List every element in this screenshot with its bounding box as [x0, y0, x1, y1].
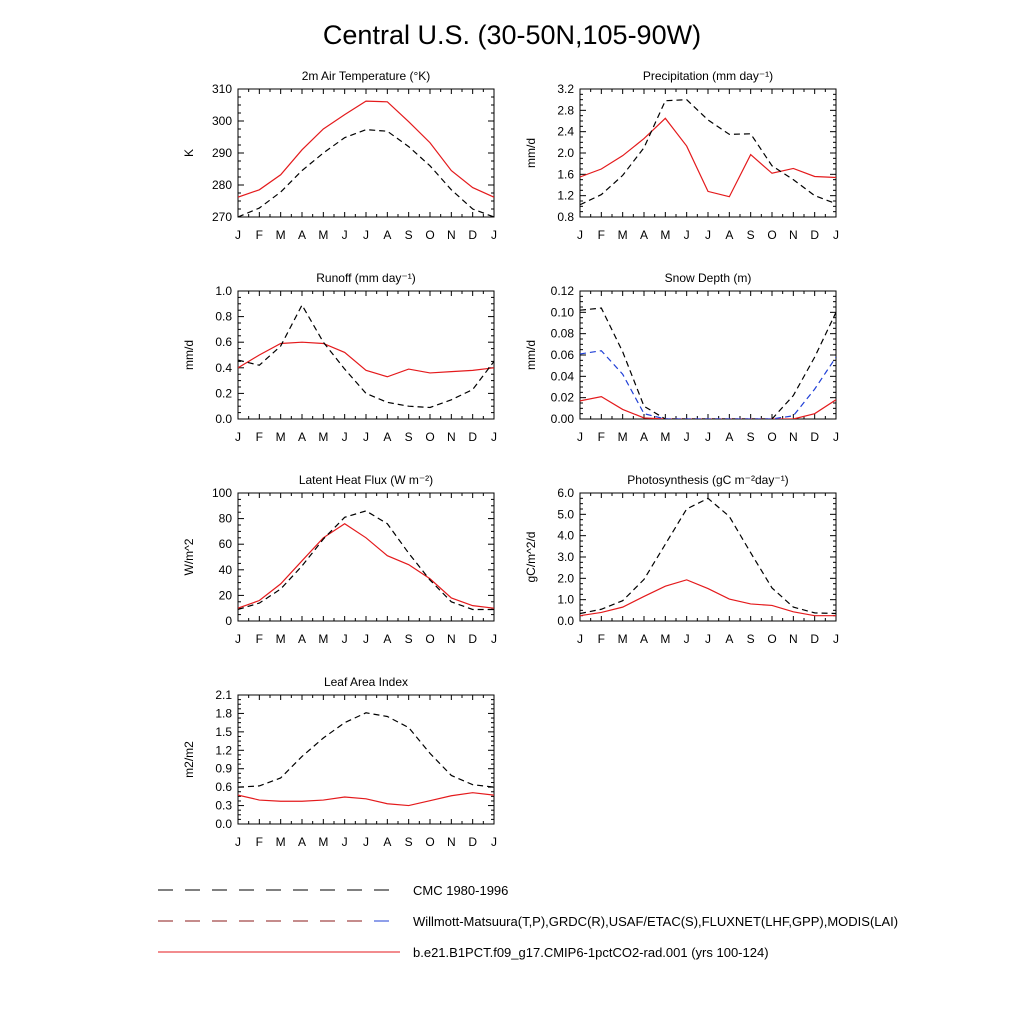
x-tick-label: J [491, 430, 497, 444]
y-tick-label: 290 [211, 146, 232, 160]
x-tick-label: M [275, 835, 286, 849]
x-tick-label: A [725, 430, 734, 444]
series-line-1 [238, 101, 494, 197]
x-tick-label: O [425, 835, 435, 849]
legend-label: Willmott-Matsuura(T,P),GRDC(R),USAF/ETAC(S),FLUXNET(LHF,GPP),MODIS(LAI) [413, 914, 899, 929]
y-tick-label: 0.6 [215, 780, 232, 795]
x-tick-label: D [468, 228, 478, 242]
x-tick-label: M [318, 632, 329, 646]
series-line-2 [580, 308, 836, 419]
plot-frame [238, 493, 494, 621]
y-tick-label: 3.2 [557, 82, 574, 96]
x-tick-label: D [468, 632, 478, 646]
y-tick-label: 1.2 [215, 743, 232, 758]
y-tick-label: 0.0 [215, 412, 232, 426]
y-tick-label: 0.00 [550, 412, 574, 426]
y-tick-label: 40 [218, 562, 232, 577]
x-tick-label: J [341, 430, 348, 444]
x-tick-label: J [491, 632, 497, 646]
x-tick-label: O [425, 430, 435, 444]
y-axis-label: m2/m2 [182, 741, 196, 778]
series-line-1 [580, 118, 836, 196]
y-tick-label: 1.8 [215, 706, 232, 721]
x-tick-label: O [425, 228, 435, 242]
x-tick-label: D [810, 430, 820, 444]
panel-title: Runoff (mm day⁻¹) [316, 271, 416, 285]
legend-entry-3 [158, 945, 769, 960]
x-tick-label: D [810, 632, 820, 646]
x-tick-label: M [318, 228, 329, 242]
x-tick-label: A [297, 430, 307, 444]
x-tick-label: J [833, 430, 839, 444]
series-line-1 [580, 580, 836, 616]
x-tick-label: D [468, 430, 478, 444]
x-tick-label: J [341, 632, 348, 646]
x-tick-label: J [341, 835, 348, 849]
series-line-2 [238, 305, 494, 407]
x-tick-label: J [705, 430, 711, 444]
x-tick-label: A [725, 228, 734, 242]
x-tick-label: J [341, 228, 348, 242]
panel-1 [182, 69, 497, 242]
y-tick-label: 2.4 [557, 124, 574, 139]
legend-label: CMC 1980-1996 [413, 883, 509, 898]
x-tick-label: J [363, 632, 369, 646]
x-tick-label: J [683, 228, 690, 242]
x-tick-label: M [617, 228, 628, 242]
x-tick-label: A [639, 228, 649, 242]
x-tick-label: F [597, 632, 606, 646]
y-tick-label: 1.6 [557, 167, 574, 182]
x-tick-label: F [255, 228, 264, 242]
y-tick-label: 0.3 [215, 798, 232, 813]
series-line-1 [238, 524, 494, 608]
panel-3 [182, 271, 497, 444]
x-tick-label: S [404, 430, 413, 444]
series-line-1 [238, 793, 494, 806]
plot-frame [238, 695, 494, 824]
x-tick-label: J [833, 632, 839, 646]
x-tick-label: A [725, 632, 734, 646]
panel-title: Precipitation (mm day⁻¹) [642, 69, 774, 83]
x-tick-label: M [275, 632, 286, 646]
y-tick-label: 100 [211, 486, 232, 500]
x-tick-label: J [705, 632, 711, 646]
x-tick-label: S [404, 835, 413, 849]
y-tick-label: 2.8 [557, 103, 574, 118]
y-tick-label: 310 [211, 82, 232, 96]
x-tick-label: J [705, 228, 711, 242]
legend-entry-2 [158, 914, 898, 929]
y-tick-label: 1.0 [557, 592, 574, 607]
plot-frame [238, 89, 494, 217]
y-tick-label: 60 [218, 537, 232, 552]
x-tick-label: M [318, 430, 329, 444]
x-tick-label: F [597, 228, 606, 242]
x-tick-label: F [255, 835, 264, 849]
x-tick-label: A [297, 835, 307, 849]
y-tick-label: 20 [218, 588, 232, 603]
y-tick-label: 0.08 [550, 326, 574, 341]
y-tick-label: 0 [225, 614, 232, 628]
x-tick-label: A [297, 632, 307, 646]
x-tick-label: A [639, 632, 649, 646]
x-tick-label: D [468, 835, 478, 849]
y-tick-label: 0.6 [215, 335, 232, 350]
y-tick-label: 80 [218, 511, 232, 526]
y-axis-label: mm/d [524, 340, 538, 370]
x-tick-label: O [767, 228, 777, 242]
panels-group [182, 69, 839, 849]
y-axis-label: W/m^2 [182, 538, 196, 576]
x-tick-label: J [235, 632, 241, 646]
y-axis-label: mm/d [524, 138, 538, 168]
y-tick-label: 1.2 [557, 188, 574, 203]
panel-4 [524, 271, 839, 444]
y-tick-label: 0.02 [550, 390, 574, 405]
y-tick-label: 0.8 [557, 210, 574, 224]
panel-2 [524, 69, 839, 242]
y-tick-label: 1.0 [215, 284, 232, 298]
figure-title: Central U.S. (30-50N,105-90W) [322, 20, 702, 50]
y-tick-label: 280 [211, 178, 232, 192]
x-tick-label: S [404, 228, 413, 242]
x-tick-label: N [788, 228, 798, 242]
x-tick-label: J [235, 835, 241, 849]
series-line-1 [238, 342, 494, 377]
x-tick-label: J [363, 228, 369, 242]
x-tick-label: A [383, 430, 392, 444]
x-tick-label: N [446, 430, 456, 444]
x-tick-label: M [275, 430, 286, 444]
x-tick-label: N [788, 632, 798, 646]
x-tick-label: J [577, 430, 583, 444]
x-tick-label: N [788, 430, 798, 444]
y-tick-label: 0.0 [215, 817, 232, 831]
x-tick-label: A [383, 228, 392, 242]
y-tick-label: 0.06 [550, 348, 574, 362]
x-tick-label: J [577, 228, 583, 242]
x-tick-label: M [617, 632, 628, 646]
y-tick-label: 2.1 [215, 688, 232, 702]
y-axis-label: mm/d [182, 340, 196, 370]
x-tick-label: J [683, 632, 690, 646]
y-tick-label: 0.8 [215, 309, 232, 324]
y-tick-label: 3.0 [557, 550, 574, 564]
y-tick-label: 1.5 [215, 724, 232, 739]
y-tick-label: 0.2 [215, 386, 232, 401]
x-tick-label: F [597, 430, 606, 444]
y-tick-label: 2.0 [557, 146, 574, 160]
y-tick-label: 6.0 [557, 486, 574, 500]
plot-frame [238, 291, 494, 419]
x-tick-label: F [255, 632, 264, 646]
panel-title: 2m Air Temperature (°K) [301, 69, 431, 83]
panel-title: Leaf Area Index [323, 675, 409, 689]
x-tick-label: J [363, 835, 369, 849]
x-tick-label: N [446, 835, 456, 849]
x-tick-label: D [810, 228, 820, 242]
panel-5 [182, 473, 497, 646]
x-tick-label: S [404, 632, 413, 646]
x-tick-label: O [767, 632, 777, 646]
x-tick-label: M [318, 835, 329, 849]
x-tick-label: N [446, 632, 456, 646]
y-axis-label: K [182, 148, 196, 158]
y-tick-label: 0.12 [550, 284, 574, 298]
x-tick-label: M [617, 430, 628, 444]
x-tick-label: A [383, 632, 392, 646]
series-line-2 [580, 498, 836, 613]
panel-title: Photosynthesis (gC m⁻²day⁻¹) [627, 473, 789, 487]
plot-frame [580, 291, 836, 419]
x-tick-label: J [363, 430, 369, 444]
x-tick-label: F [255, 430, 264, 444]
x-tick-label: J [235, 228, 241, 242]
x-tick-label: J [577, 632, 583, 646]
x-tick-label: S [746, 430, 755, 444]
panel-title: Snow Depth (m) [664, 271, 752, 285]
x-tick-label: M [660, 632, 671, 646]
series-line-2 [238, 511, 494, 610]
panel-title: Latent Heat Flux (W m⁻²) [298, 473, 434, 487]
panel-6 [524, 473, 839, 646]
y-tick-label: 2.0 [557, 571, 574, 586]
x-tick-label: M [275, 228, 286, 242]
x-tick-label: M [660, 228, 671, 242]
series-line-3 [580, 351, 836, 419]
x-tick-label: A [297, 228, 307, 242]
x-tick-label: N [446, 228, 456, 242]
x-tick-label: J [491, 228, 497, 242]
legend-label: b.e21.B1PCT.f09_g17.CMIP6-1pctCO2-rad.001 (yrs 100-124) [413, 945, 769, 960]
y-tick-label: 5.0 [557, 507, 574, 522]
x-tick-label: J [833, 228, 839, 242]
y-tick-label: 0.0 [557, 614, 574, 628]
x-tick-label: M [660, 430, 671, 444]
y-tick-label: 0.10 [550, 305, 574, 320]
legend-entry-1 [158, 883, 508, 898]
x-tick-label: S [746, 228, 755, 242]
x-tick-label: A [383, 835, 392, 849]
x-tick-label: J [683, 430, 690, 444]
y-tick-label: 270 [211, 210, 232, 224]
legend [158, 883, 898, 960]
x-tick-label: A [639, 430, 649, 444]
x-tick-label: O [767, 430, 777, 444]
x-tick-label: S [746, 632, 755, 646]
x-tick-label: J [491, 835, 497, 849]
series-line-2 [238, 713, 494, 787]
y-tick-label: 0.4 [215, 360, 232, 375]
x-tick-label: O [425, 632, 435, 646]
y-tick-label: 4.0 [557, 528, 574, 543]
x-tick-label: J [235, 430, 241, 444]
y-tick-label: 0.04 [550, 369, 574, 384]
panel-7 [182, 675, 497, 849]
series-line-2 [580, 100, 836, 205]
y-tick-label: 300 [211, 114, 232, 128]
plot-frame [580, 89, 836, 217]
y-axis-label: gC/m^2/d [524, 531, 538, 583]
y-tick-label: 0.9 [215, 761, 232, 776]
